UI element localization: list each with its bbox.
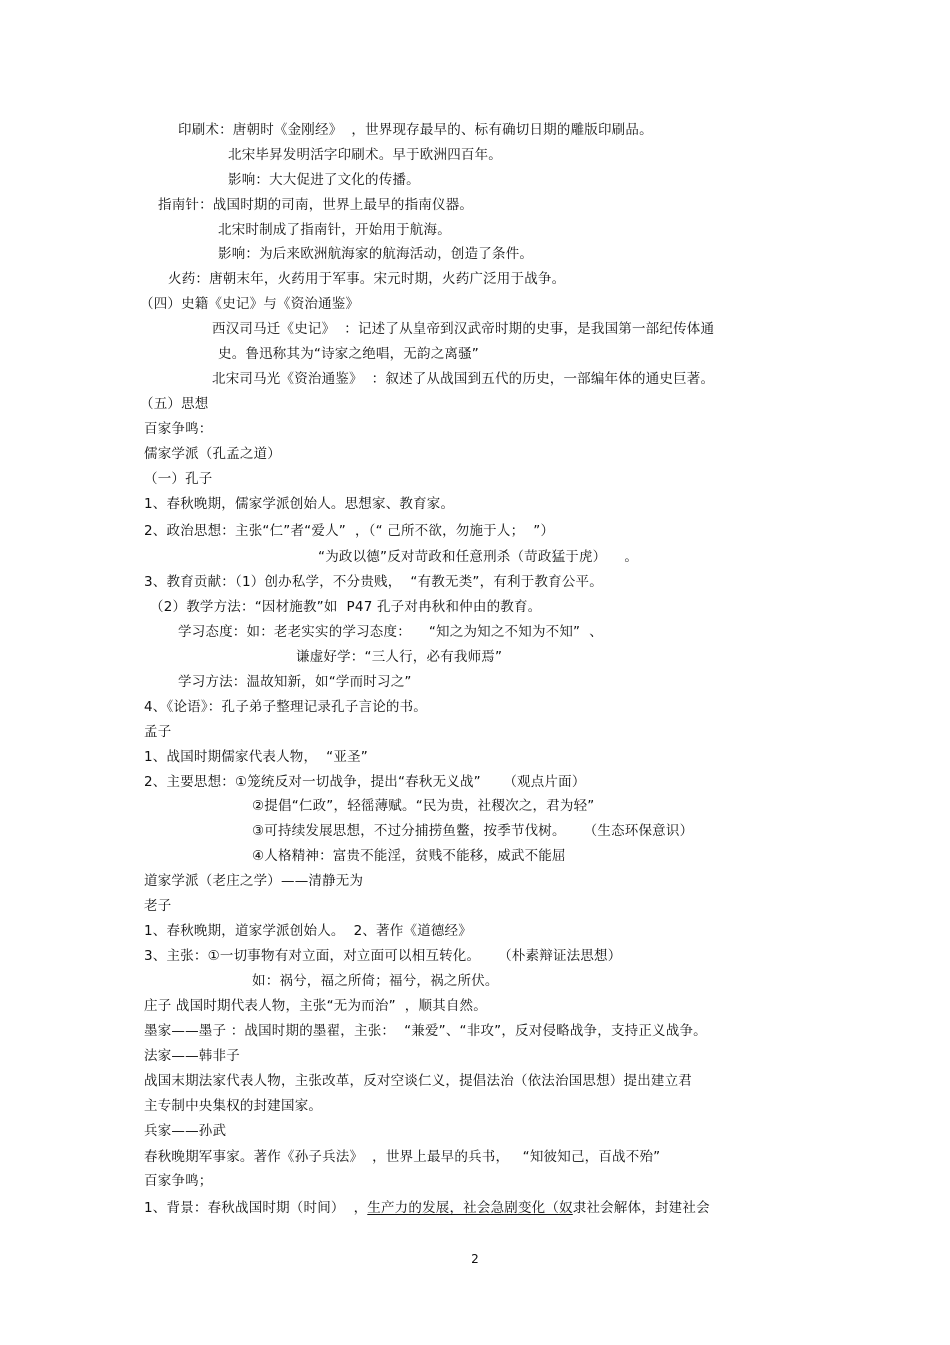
text-line: 北宋时制成了指南针，开始用于航海。 [218, 222, 451, 238]
text-line: 3、教育贡献：（1）创办私学，不分贵贱， “有教无类”，有利于教育公平。 [144, 574, 603, 590]
text-segment: 隶社会解体，封建社会 [572, 1200, 710, 1216]
text-line: 火药：唐朝末年，火药用于军事。宋元时期，火药广泛用于战争。 [168, 271, 566, 287]
text-line: ③可持续发展思想，不过分捕捞鱼鳖，按季节伐树。 （生态环保意识） [252, 823, 694, 839]
text-line: 史。鲁迅称其为“诗家之绝唱，无韵之离骚” [218, 346, 479, 362]
text-line: 学习方法：温故知新，如“学而时习之” [178, 674, 412, 690]
text-segment: 1、背景：春秋战国时期（时间） ， [144, 1200, 368, 1216]
text-line: 老子 [144, 898, 172, 914]
text-line: 儒家学派（孔孟之道） [144, 446, 281, 462]
text-line: ②提倡“仁政”，轻徭薄赋。“民为贵，社稷次之，君为轻” [252, 798, 595, 814]
page-number: 2 [471, 1252, 479, 1266]
text-line: 1、战国时期儒家代表人物， “亚圣” [144, 749, 368, 765]
underlined-text: 生产力的发展，社会急剧变化（奴 [367, 1200, 573, 1216]
text-line: 影响：为后来欧洲航海家的航海活动，创造了条件。 [218, 246, 534, 262]
text-line: 北宋毕昇发明活字印刷术。早于欧洲四百年。 [228, 147, 502, 163]
text-line: 1、春秋晚期，儒家学派创始人。思想家、教育家。 [144, 496, 455, 512]
text-line: ④人格精神：富贵不能淫，贫贱不能移，威武不能屈 [252, 848, 566, 864]
text-line: 指南针：战国时期的司南，世界上最早的指南仪器。 [158, 197, 474, 213]
text-line: 1、春秋晚期，道家学派创始人。 2、著作《道德经》 [144, 923, 472, 939]
text-line: （2）教学方法：“因材施教”如 P47 孔子对冉秋和仲由的教育。 [150, 599, 542, 615]
text-line: 法家——韩非子 [144, 1048, 240, 1064]
text-line: 百家争鸣； [144, 1173, 213, 1189]
text-line: 学习态度：如：老老实实的学习态度： “知之为知之不知为不知” 、 [178, 624, 603, 640]
section-heading: （五）思想 [140, 396, 209, 412]
text-line: 谦虚好学：“三人行，必有我师焉” [296, 649, 503, 665]
text-line: 道家学派（老庄之学）——清静无为 [144, 873, 364, 889]
text-line: 3、主张：①一切事物有对立面，对立面可以相互转化。 （朴素辩证法思想） [144, 948, 622, 964]
text-line: 西汉司马迁《史记》 ：记述了从皇帝到汉武帝时期的史事，是我国第一部纪传体通 [212, 321, 715, 337]
text-line: 孟子 [144, 724, 172, 740]
text-line: 庄子 战国时期代表人物，主张“无为而治” ，顺其自然。 [144, 998, 487, 1014]
text-line: 4、《论语》：孔子弟子整理记录孔子言论的书。 [144, 699, 427, 715]
text-line: “为政以德”反对苛政和任意刑杀（苛政猛于虎） 。 [318, 549, 639, 565]
text-line: 战国末期法家代表人物，主张改革，反对空谈仁义，提倡法治（依法治国思想）提出建立君 [144, 1073, 692, 1089]
text-line: 百家争鸣： [144, 421, 213, 437]
text-line: 北宋司马光《资治通鉴》 ：叙述了从战国到五代的历史，一部编年体的通史巨著。 [212, 371, 715, 387]
text-line: 2、政治思想：主张“仁”者“爱人” ，（“ 己所不欲，勿施于人； ”） [144, 523, 555, 539]
text-line: 如：祸兮，福之所倚；福兮，祸之所伏。 [252, 973, 499, 989]
text-line: 印刷术：唐朝时《金刚经》 ，世界现存最早的、标有确切日期的雕版印刷品。 [178, 122, 653, 138]
text-line: （一）孔子 [144, 471, 213, 487]
text-line: 春秋晚期军事家。著作《孙子兵法》 ，世界上最早的兵书， “知彼知己，百战不殆” [144, 1149, 661, 1165]
section-heading: （四）史籍《史记》与《资治通鉴》 [140, 296, 360, 312]
text-line: 2、主要思想：①笼统反对一切战争，提出“春秋无义战” （观点片面） [144, 774, 586, 790]
text-line: 影响：大大促进了文化的传播。 [228, 172, 420, 188]
text-line: 兵家——孙武 [144, 1123, 227, 1139]
text-line [144, 1199, 710, 1217]
text-line: 主专制中央集权的封建国家。 [144, 1098, 323, 1114]
text-line: 墨家——墨子 ：战国时期的墨翟，主张： “兼爱”、“非攻”，反对侵略战争，支持正义战争。 [144, 1023, 707, 1039]
